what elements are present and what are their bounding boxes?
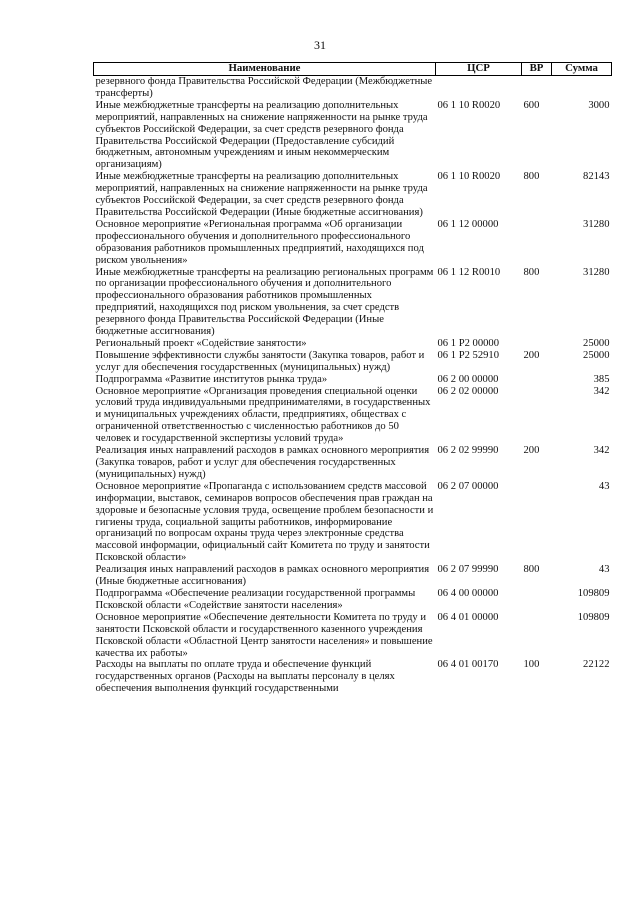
table-row [94, 219, 612, 267]
table-row [94, 171, 612, 219]
table-row [94, 564, 612, 588]
table-row [94, 481, 612, 564]
header-sum: Сумма [552, 63, 612, 76]
csr-cell: 06 2 02 00000 [437, 385, 499, 397]
sum-cell: 43 [598, 564, 610, 576]
name-cell: Иные межбюджетные трансферты на реализацию дополнительных мероприятий, направленных на снижение напряженности на рынке труда субъектов Российской Федерации, за счет средств резервного фонда Правительства Российской Федерации (Предоставление субсидий бюджетным, автономным учреждениям и иным некоммерческим организациям) [95, 99, 428, 171]
name-cell: резервного фонда Правительства Российской Федерации (Межбюджетные трансферты) [95, 76, 433, 99]
table-row [94, 350, 612, 374]
name-cell: Подпрограмма «Обеспечение реализации государственной программы Псковской области «Содействие занятости населения» [95, 587, 416, 611]
vr-cell: 100 [523, 659, 540, 671]
table-row [94, 445, 612, 481]
sum-cell: 109809 [577, 611, 610, 623]
header-csr: ЦСР [436, 63, 522, 76]
vr-cell [522, 612, 552, 660]
csr-cell: 06 1 12 R0010 [437, 266, 501, 278]
table-row [94, 267, 612, 338]
name-cell: Подпрограмма «Развитие институтов рынка труда» [95, 373, 328, 385]
header-name: Наименование [94, 63, 436, 76]
table-header-row [94, 63, 612, 76]
csr-cell: 06 1 10 R0020 [437, 99, 501, 111]
csr-cell: 06 2 00 00000 [437, 373, 499, 385]
vr-cell [522, 374, 552, 386]
vr-cell [522, 386, 552, 446]
vr-cell: 800 [523, 564, 540, 576]
sum-cell: 109809 [577, 587, 610, 599]
csr-cell [436, 76, 522, 100]
table-row [94, 659, 612, 695]
table-row [94, 386, 612, 446]
csr-cell: 06 2 07 99990 [437, 564, 499, 576]
header-vr: ВР [522, 63, 552, 76]
table-row [94, 338, 612, 350]
vr-cell [522, 76, 552, 100]
vr-cell: 800 [523, 266, 540, 278]
vr-cell [522, 219, 552, 267]
name-cell: Реализация иных направлений расходов в рамках основного мероприятия (Закупка товаров, работ и услуг для обеспечения государственных (муниципальных) нужд) [95, 445, 430, 480]
vr-cell: 800 [523, 171, 540, 183]
csr-cell: 06 1 10 R0020 [437, 171, 501, 183]
name-cell: Иные межбюджетные трансферты на реализацию дополнительных мероприятий, направленных на снижение напряженности на рынке труда субъектов Российской Федерации, за счет средств резервного фонда Правительства Российской Федерации (Иные бюджетные ассигнования) [95, 171, 428, 218]
name-cell: Основное мероприятие «Организация проведения специальной оценки условий труда индивидуальными предпринимателями, в государственных и муниципальных учреждениях области, предприятиях, обществах с ограниченной ответственностью с численностью работников до 50 человек и государственной экспертизы условий труда» [95, 385, 431, 445]
sum-cell: 342 [593, 385, 610, 397]
name-cell: Реализация иных направлений расходов в рамках основного мероприятия (Иные бюджетные ассигнования) [95, 564, 430, 588]
sum-cell: 31280 [583, 218, 610, 230]
vr-cell [522, 588, 552, 612]
table-body [94, 76, 612, 696]
table-row [94, 100, 612, 171]
page-number: 31 [314, 38, 326, 52]
sum-cell [552, 76, 612, 100]
csr-cell: 06 1 P2 00000 [437, 337, 500, 349]
table-row [94, 588, 612, 612]
name-cell: Повышение эффективности службы занятости (Закупка товаров, работ и услуг для обеспечения государственных (муниципальных) нужд) [95, 349, 425, 373]
sum-cell: 43 [598, 480, 610, 492]
vr-cell [522, 481, 552, 564]
name-cell: Расходы на выплаты по оплате труда и обеспечение функций государственных органов (Расходы на выплаты персоналу в целях обеспечения выполнения функций государственными [95, 659, 395, 695]
vr-cell: 200 [523, 349, 540, 361]
vr-cell [522, 338, 552, 350]
csr-cell: 06 4 01 00000 [437, 611, 499, 623]
csr-cell: 06 1 P2 52910 [437, 349, 500, 361]
sum-cell: 25000 [583, 337, 610, 349]
sum-cell: 25000 [583, 349, 610, 361]
table-row [94, 612, 612, 660]
sum-cell: 385 [593, 373, 610, 385]
name-cell: Основное мероприятие «Региональная программа «Об организации профессионального обучения и дополнительного профессионального образования работников промышленных предприятий, находящихся под риском увольнения» [95, 218, 424, 266]
csr-cell: 06 2 07 00000 [437, 480, 499, 492]
csr-cell: 06 1 12 00000 [437, 218, 499, 230]
vr-cell: 200 [523, 445, 540, 457]
sum-cell: 342 [593, 445, 610, 457]
csr-cell: 06 4 00 00000 [437, 587, 499, 599]
name-cell: Региональный проект «Содействие занятости» [95, 337, 307, 349]
name-cell: Основное мероприятие «Пропаганда с использованием средств массовой информации, выставок, семинаров вопросов обеспечения прав граждан на здоровые и безопасные условия труда, освещение проблем безопасности и гигиены труда, социальной защиты работников, информирование организаций по вопросам охраны труда через электронные средства массовой информации, официальный сайт Комитета по труду и занятости Псковской области» [95, 480, 434, 564]
sum-cell: 82143 [583, 171, 610, 183]
vr-cell: 600 [523, 99, 540, 111]
sum-cell: 3000 [588, 99, 610, 111]
budget-table [93, 62, 612, 695]
name-cell: Основное мероприятие «Обеспечение деятельности Комитета по труду и занятости Псковской области и государственного казенного учреждения Псковской области «Областной Центр занятости населения» и повышение качества их работы» [95, 611, 433, 659]
sum-cell: 31280 [583, 266, 610, 278]
name-cell: Иные межбюджетные трансферты на реализацию региональных программ по организации профессионального обучения и дополнительного профессионального образования работников промышленных предприятий, находящихся под риском увольнения, за счет средств резервного фонда Правительства Российской Федерации (Иные бюджетные ассигнования) [95, 266, 434, 338]
csr-cell: 06 4 01 00170 [437, 659, 499, 671]
table-row [94, 76, 612, 100]
table-row [94, 374, 612, 386]
csr-cell: 06 2 02 99990 [437, 445, 499, 457]
sum-cell: 22122 [583, 659, 610, 671]
